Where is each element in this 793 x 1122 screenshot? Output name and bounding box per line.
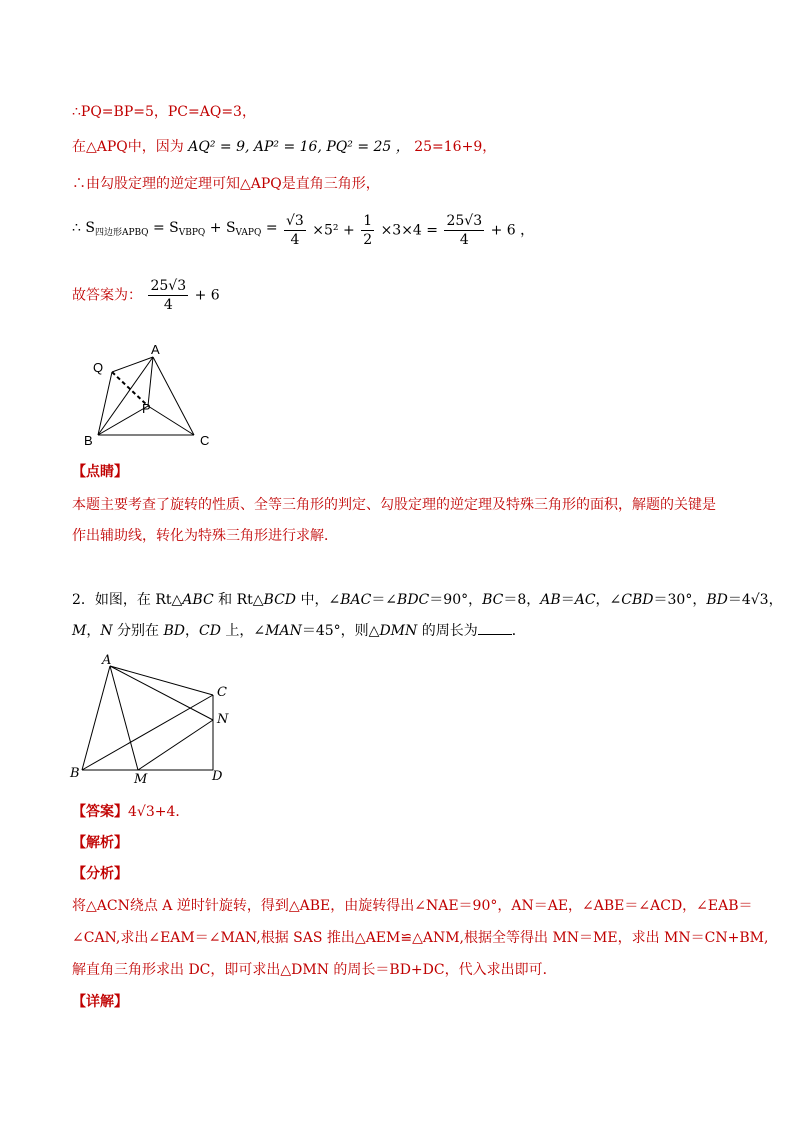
answer-line-1 [72,277,220,321]
label-A: A [151,342,160,357]
solution-line-1: ∴PQ=BP=5，PC=AQ=3， [72,104,256,120]
label-C: C [217,685,227,700]
answer-tail: + 6 [194,287,220,304]
answer-label: 【答案】 [72,804,128,820]
area-sub-apq: VAPQ [235,228,262,238]
label-B: B [84,433,93,448]
question-2-line-1: 2．如图，在 Rt△ABC 和 Rt△BCD 中，∠BAC＝∠BDC＝90°，BC＝8，AB＝AC，∠CBD＝30°，BD＝4√3， [72,592,783,608]
label-M: M [134,772,148,787]
solution-line-3: ∴由勾股定理的逆定理可知△APQ是直角三角形， [72,176,380,192]
answer-row [72,803,189,821]
line-AP [148,357,153,406]
answer-label: 故答案为： [72,287,142,304]
solution-line-2-check: 25=16+9， [414,139,497,155]
area-term-2: ×3×4 = [380,222,439,239]
label-D: D [212,769,223,784]
area-eq2: = [261,220,283,236]
figure-2 [66,650,236,790]
area-formula [72,212,534,256]
comment-heading: 【点睛】 [72,464,128,480]
analysis-line-3: 解直角三角形求出 DC，即可求出△DMN 的周长＝BD+DC，代入求出即可． [72,962,557,978]
analysis-line-1: 将△ACN绕点 A 逆时针旋转，得到△ABE，由旋转得出∠NAE＝90°，AN＝AE，∠ABE＝∠ACD，∠EAB＝ [72,898,753,914]
solution-line-2-math: AQ² = 9, AP² = 16, PQ² = 25 ， [188,139,410,155]
area-lead: ∴ S [72,220,95,236]
line-AB [82,666,110,770]
question-2-line-2: M，N 分别在 BD，CD 上，∠MAN＝45°，则△DMN 的周长为 ． [72,623,526,639]
area-plus: + S [205,220,236,236]
area-term-3: + 6 ， [490,222,535,239]
comment-line-2: 作出辅助线，转化为特殊三角形进行求解． [72,528,338,544]
label-Q: Q [93,360,104,375]
answer-blank [478,622,512,635]
answer-value-tail: +4． [154,804,190,820]
label-N: N [217,712,229,727]
solution-line-2 [72,138,496,156]
answer-value-4: 4 [128,804,137,820]
answer-value-sqrt3: √3 [136,804,155,820]
line-MN [138,720,213,770]
solution-line-2-prefix: 在△APQ中，因为 [72,139,184,155]
line-BP [98,406,148,435]
line-PC [148,406,194,435]
answer-fraction: $\frac{25√3}{4}$ [150,278,187,313]
fraction-25sqrt3-over-4: $\frac{25√3}{4}$ [446,213,483,248]
comment-line-1: 本题主要考查了旋转的性质、全等三角形的判定、勾股定理的逆定理及特殊三角形的面积，解题的关键是 [72,497,716,513]
area-sub-bpq: VBPQ [178,228,206,238]
fraction-1-over-2: $\frac{1}{2}$ [363,213,373,248]
fraction-sqrt3-over-4: $\frac{√3}{4}$ [286,213,304,248]
line-AC [110,666,213,695]
label-B: B [70,766,80,781]
line-AC [153,357,194,435]
section-xiangjie: 【详解】 [72,994,128,1010]
label-C: C [200,433,210,448]
line-AN [110,666,213,720]
section-fenxi: 【分析】 [72,866,128,882]
area-term-1: ×5² + [312,222,355,239]
section-jiexi: 【解析】 [72,835,128,851]
area-sub-quad: 四边形APBQ [94,228,149,238]
figure-1 [84,340,224,450]
line-AM [110,666,138,770]
label-P: P [142,401,151,416]
area-eq: = S [148,220,179,236]
label-A: A [102,653,112,668]
line-QA [112,357,153,372]
analysis-line-2: ∠CAN,求出∠EAM＝∠MAN,根据 SAS 推出△AEM≌△ANM,根据全等得出 MN＝ME，求出 MN＝CN+BM, [72,930,769,946]
